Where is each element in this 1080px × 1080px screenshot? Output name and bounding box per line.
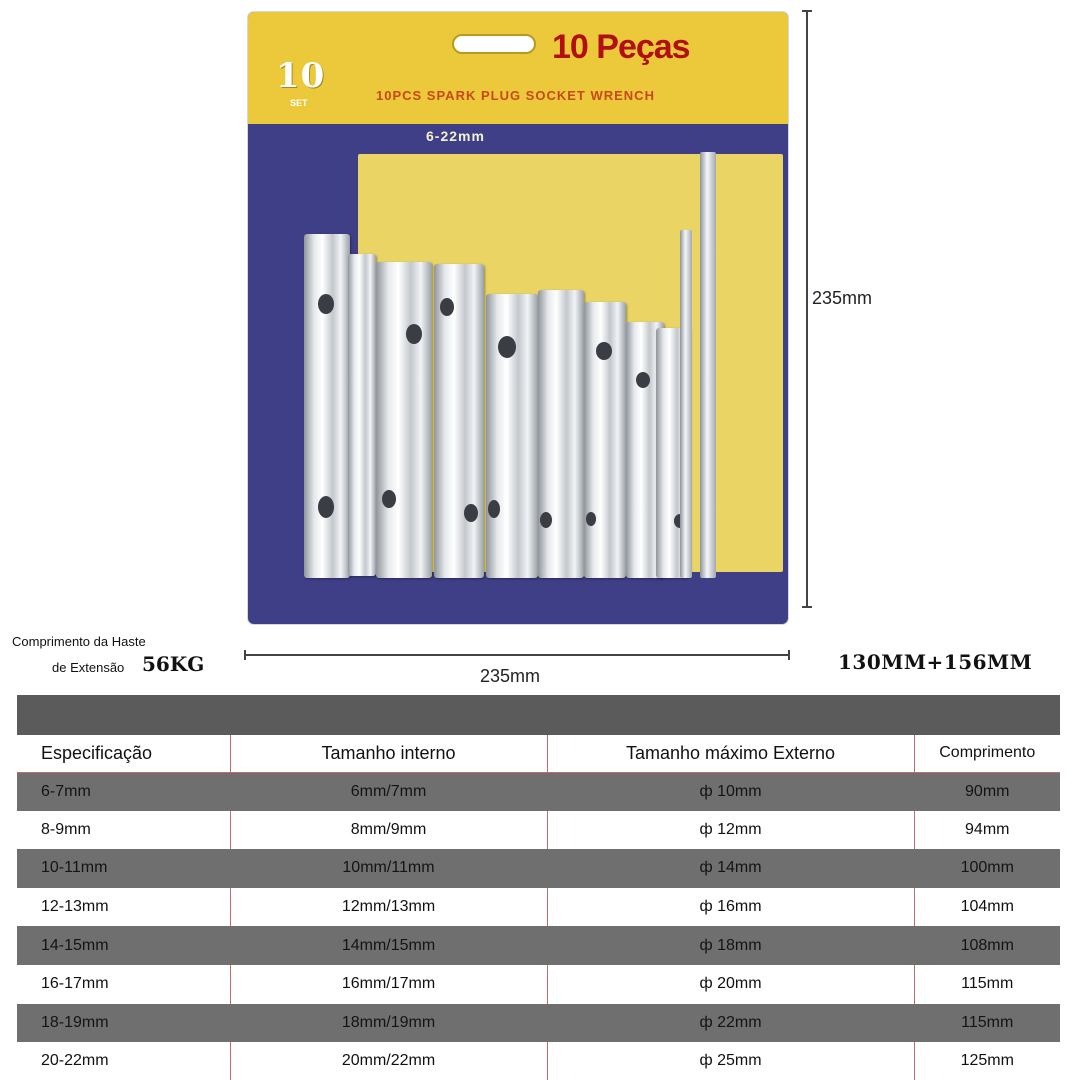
cell-specification: 18-19mm: [17, 1004, 230, 1043]
wrench-tube: [434, 264, 484, 578]
cell-specification: 12-13mm: [17, 888, 230, 927]
extension-value: 56KG: [142, 652, 205, 676]
cell-external-size: ф 16mm: [547, 888, 914, 927]
cell-internal-size: 8mm/9mm: [230, 811, 547, 850]
table-row: [17, 965, 1060, 1004]
cell-specification: 14-15mm: [17, 926, 230, 965]
cell-external-size: ф 14mm: [547, 849, 914, 888]
extension-rod: [680, 230, 692, 578]
cell-specification: 8-9mm: [17, 811, 230, 850]
cell-internal-size: 6mm/7mm: [230, 772, 547, 811]
header-length: Comprimento: [914, 735, 1060, 772]
cell-external-size: ф 22mm: [547, 1004, 914, 1043]
spec-table: [17, 735, 1060, 1080]
wrench-tube: [584, 302, 626, 578]
table-row: [17, 1042, 1060, 1080]
cell-external-size: ф 25mm: [547, 1042, 914, 1080]
table-row: [17, 888, 1060, 927]
cell-internal-size: 12mm/13mm: [230, 888, 547, 927]
height-dimension-label: 235mm: [812, 288, 873, 308]
table-row: [17, 811, 1060, 850]
cell-internal-size: 10mm/11mm: [230, 849, 547, 888]
table-row: [17, 926, 1060, 965]
table-header-row: [17, 735, 1060, 772]
width-dimension-label: 235mm: [480, 666, 541, 686]
cell-length: 100mm: [914, 849, 1060, 888]
card-subtitle: 10PCS SPARK PLUG SOCKET WRENCH: [376, 88, 655, 103]
wrench-tube: [348, 254, 376, 576]
piece-count-badge-sub: SET: [290, 98, 308, 108]
height-dimension-line: [806, 10, 808, 608]
cell-specification: 16-17mm: [17, 965, 230, 1004]
wrench-tube: [538, 290, 584, 578]
cell-specification: 20-22mm: [17, 1042, 230, 1080]
cell-internal-size: 18mm/19mm: [230, 1004, 547, 1043]
extension-rod: [700, 152, 716, 578]
table-row: [17, 772, 1060, 811]
cell-length: 125mm: [914, 1042, 1060, 1080]
cell-length: 115mm: [914, 1004, 1060, 1043]
cell-external-size: ф 12mm: [547, 811, 914, 850]
wrench-tube: [304, 234, 350, 578]
table-header-bar: [17, 695, 1060, 735]
product-card: [248, 12, 788, 624]
header-max-external-size: Tamanho máximo Externo: [547, 735, 914, 772]
cell-internal-size: 20mm/22mm: [230, 1042, 547, 1080]
cell-specification: 10-11mm: [17, 849, 230, 888]
cell-internal-size: 14mm/15mm: [230, 926, 547, 965]
cell-external-size: ф 10mm: [547, 772, 914, 811]
table-row: [17, 849, 1060, 888]
table-row: [17, 1004, 1060, 1043]
cell-internal-size: 16mm/17mm: [230, 965, 547, 1004]
cell-length: 108mm: [914, 926, 1060, 965]
card-header-panel: [248, 12, 788, 124]
cell-length: 115mm: [914, 965, 1060, 1004]
headline-piece-count: 10 Peças: [552, 28, 690, 66]
wrench-tube: [486, 294, 538, 578]
header-internal-size: Tamanho interno: [230, 735, 547, 772]
size-range-label: 6-22mm: [426, 128, 485, 144]
cell-external-size: ф 18mm: [547, 926, 914, 965]
cell-length: 94mm: [914, 811, 1060, 850]
cell-length: 104mm: [914, 888, 1060, 927]
extension-lengths: 130MM+156MM: [838, 650, 1033, 674]
extension-label-line2: de Extensão: [52, 660, 125, 675]
piece-count-badge: 10: [276, 56, 326, 96]
wrench-tube: [376, 262, 432, 578]
cell-specification: 6-7mm: [17, 772, 230, 811]
cell-length: 90mm: [914, 772, 1060, 811]
hang-hole: [452, 34, 536, 54]
cell-external-size: ф 20mm: [547, 965, 914, 1004]
extension-label-line1: Comprimento da Haste: [12, 634, 146, 649]
width-dimension-line: [244, 654, 790, 656]
header-specification: Especificação: [17, 735, 230, 772]
